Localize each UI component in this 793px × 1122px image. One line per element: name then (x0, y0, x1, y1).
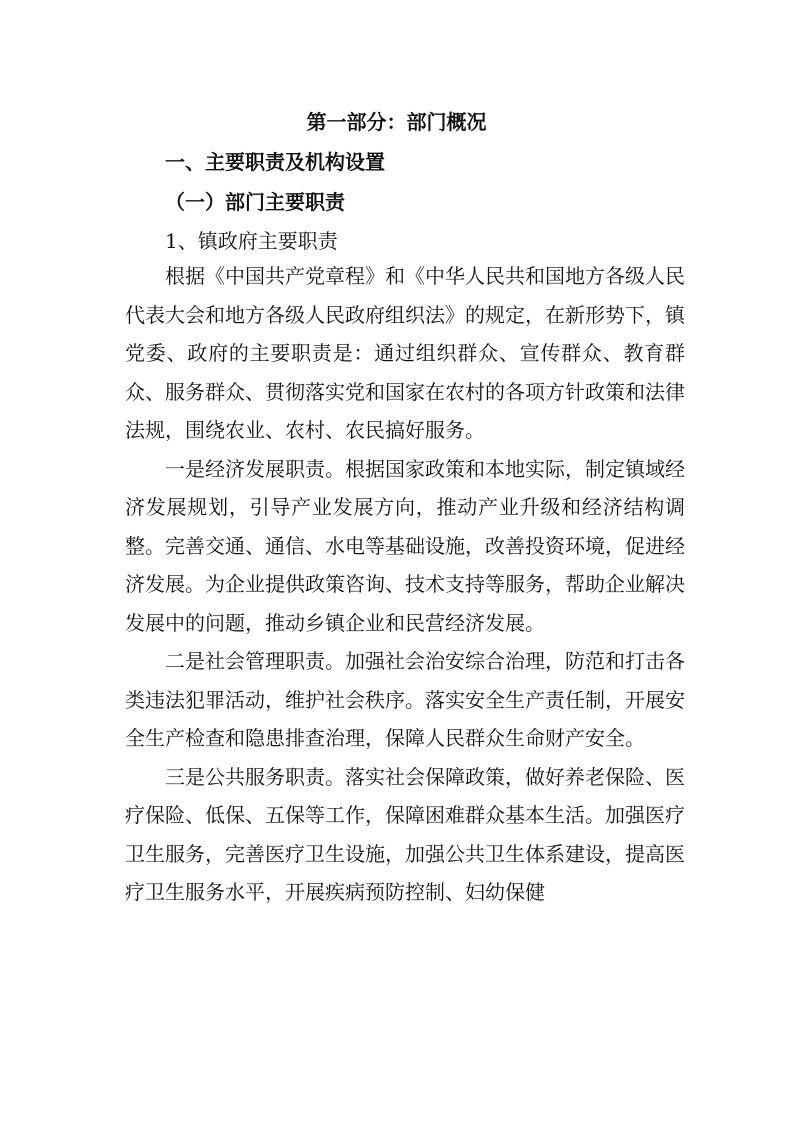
paragraph-social-management-duty: 二是社会管理职责。加强社会治安综合治理，防范和打击各类违法犯罪活动，维护社会秩序。落实安全生产责任制，开展安全生产检查和隐患排查治理，保障人民群众生命财产安全。 (125, 649, 685, 750)
paragraph-public-service-duty: 三是公共服务职责。落实社会保障政策，做好养老保险、医疗保险、低保、五保等工作，保障困难群众基本生活。加强医疗卫生服务，完善医疗卫生设施，加强公共卫生体系建设，提高医疗卫生服务水平，开展疾病预防控制、妇幼保健 (125, 764, 685, 904)
item-heading: 1、镇政府主要职责 (165, 229, 338, 253)
body-text (125, 257, 685, 912)
subsection-heading: （一）部门主要职责 (165, 190, 345, 214)
section-heading: 一、主要职责及机构设置 (165, 150, 385, 174)
paragraph-economic-duty: 一是经济发展职责。根据国家政策和本地实际，制定镇域经济发展规划，引导产业发展方向，推动产业升级和经济结构调整。完善交通、通信、水电等基础设施，改善投资环境，促进经济发展。为企业提供政策咨询、技术支持等服务，帮助企业解决发展中的问题，推动乡镇企业和民营经济发展。 (125, 456, 685, 635)
page-title: 第一部分：部门概况 (306, 110, 487, 134)
paragraph-intro: 根据《中国共产党章程》和《中华人民共和国地方各级人民代表大会和地方各级人民政府组织法》的规定，在新形势下，镇党委、政府的主要职责是：通过组织群众、宣传群众、教育群众、服务群众、贯彻落实党和国家在农村的各项方针政策和法律法规，围绕农业、农村、农民搞好服务。 (125, 264, 685, 442)
